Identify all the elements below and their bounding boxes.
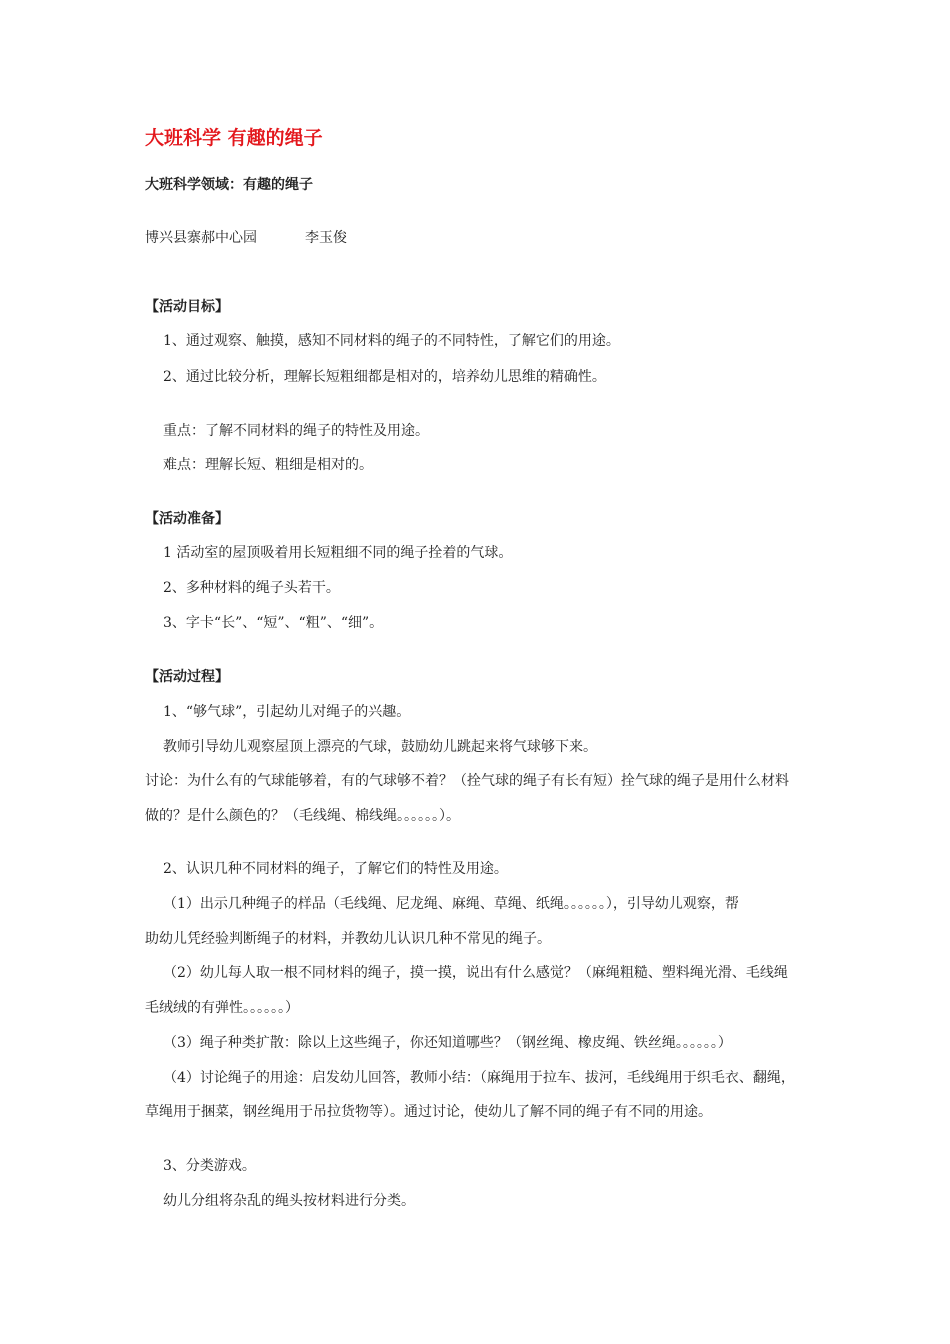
paragraph: 讨论：为什么有的气球能够着，有的气球够不着？（拴气球的绳子有长有短）拴气球的绳子是用什么材料 bbox=[145, 773, 789, 789]
author-line bbox=[145, 228, 347, 248]
paragraph: （2）幼儿每人取一根不同材料的绳子，摸一摸，说出有什么感觉？（麻绳粗糙、塑料绳光滑、毛线绳 bbox=[163, 965, 788, 981]
key-point: 重点：了解不同材料的绳子的特性及用途。 bbox=[163, 423, 429, 439]
preparation-item: 1 活动室的屋顶吸着用长短粗细不同的绳子拴着的气球。 bbox=[163, 545, 513, 561]
section-heading-goals: 【活动目标】 bbox=[145, 299, 229, 315]
paragraph: 草绳用于捆菜，钢丝绳用于吊拉货物等）。通过讨论，使幼儿了解不同的绳子有不同的用途。 bbox=[145, 1104, 712, 1120]
process-step-title: 1、“够气球”，引起幼儿对绳子的兴趣。 bbox=[163, 704, 411, 720]
goal-item: 1、通过观察、触摸，感知不同材料的绳子的不同特性，了解它们的用途。 bbox=[163, 333, 620, 349]
section-heading-preparation: 【活动准备】 bbox=[145, 511, 229, 527]
subtitle: 大班科学领域：有趣的绳子 bbox=[145, 177, 313, 193]
paragraph: （4）讨论绳子的用途：启发幼儿回答，教师小结：（麻绳用于拉车、拔河，毛线绳用于织毛衣、翻绳， bbox=[163, 1070, 795, 1086]
paragraph: 毛绒绒的有弹性。。。。。。） bbox=[145, 1000, 299, 1016]
author-name: 李玉俊 bbox=[305, 230, 347, 246]
preparation-item: 2、多种材料的绳子头若干。 bbox=[163, 580, 340, 596]
author-school: 博兴县寨郝中心园 bbox=[145, 230, 257, 246]
page-title: 大班科学 有趣的绳子 bbox=[145, 127, 323, 149]
process-step-title: 2、认识几种不同材料的绳子，了解它们的特性及用途。 bbox=[163, 861, 508, 877]
goal-item: 2、通过比较分析，理解长短粗细都是相对的，培养幼儿思维的精确性。 bbox=[163, 369, 606, 385]
paragraph: 教师引导幼儿观察屋顶上漂亮的气球，鼓励幼儿跳起来将气球够下来。 bbox=[163, 739, 597, 755]
difficulty-point: 难点：理解长短、粗细是相对的。 bbox=[163, 457, 373, 473]
preparation-item: 3、字卡“长”、“短”、“粗”、“细”。 bbox=[163, 615, 384, 631]
process-step-title: 3、分类游戏。 bbox=[163, 1158, 256, 1174]
paragraph: 幼儿分组将杂乱的绳头按材料进行分类。 bbox=[163, 1193, 415, 1209]
paragraph: （1）出示几种绳子的样品（毛线绳、尼龙绳、麻绳、草绳、纸绳。。。。。。），引导幼儿观察，帮 bbox=[163, 896, 739, 912]
paragraph: 助幼儿凭经验判断绳子的材料，并教幼儿认识几种不常见的绳子。 bbox=[145, 931, 551, 947]
paragraph: 做的？是什么颜色的？（毛线绳、棉线绳。。。。。。）。 bbox=[145, 808, 460, 824]
paragraph: （3）绳子种类扩散：除以上这些绳子，你还知道哪些？（钢丝绳、橡皮绳、铁丝绳。。。。。。） bbox=[163, 1035, 732, 1051]
section-heading-process: 【活动过程】 bbox=[145, 669, 229, 685]
